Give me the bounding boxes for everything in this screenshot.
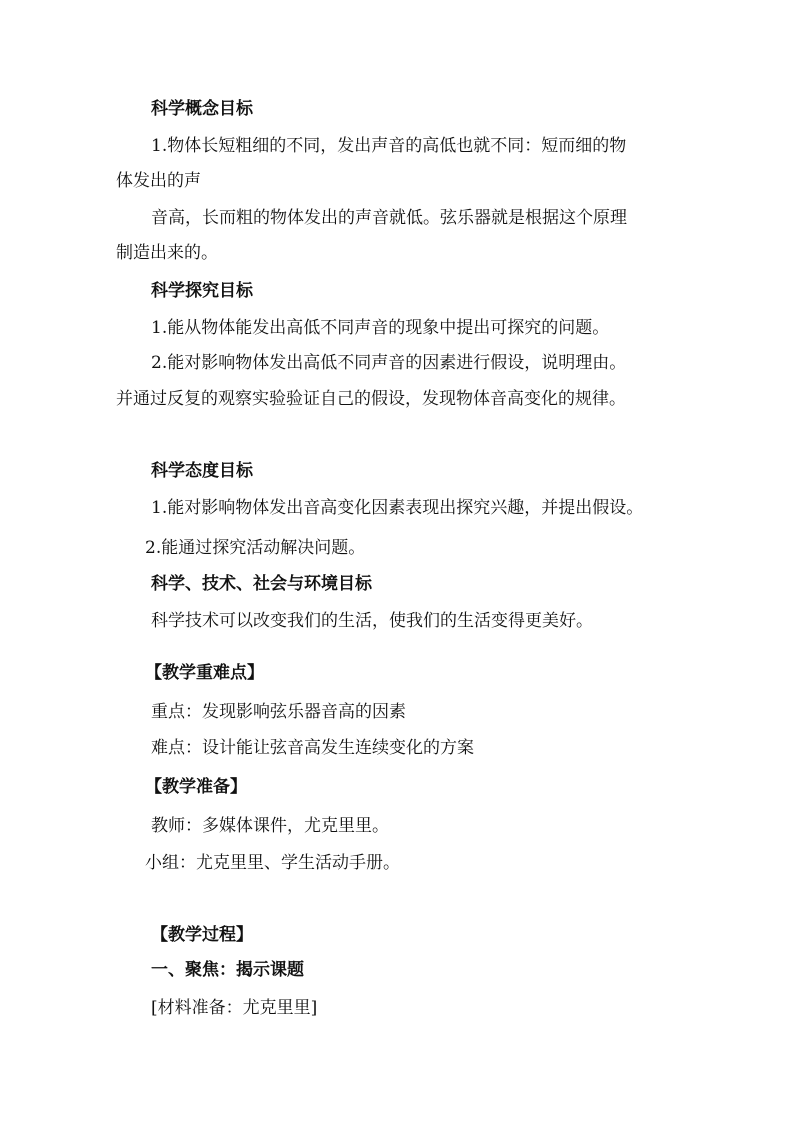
preparation-heading: 【教学准备】 bbox=[145, 777, 247, 797]
attitude-item-2: 2.能通过探究活动解决问题。 bbox=[145, 538, 366, 558]
concept-paragraph-2-line-1: 音高，长而粗的物体发出的声音就低。弦乐器就是根据这个原理 bbox=[151, 208, 627, 228]
key-point-difficulty: 难点：设计能让弦音高发生连续变化的方案 bbox=[151, 738, 474, 758]
key-point-focus: 重点：发现影响弦乐器音高的因素 bbox=[151, 702, 406, 722]
concept-paragraph-1-line-1: 1.物体长短粗细的不同，发出声音的高低也就不同：短而细的物 bbox=[151, 136, 627, 156]
preparation-teacher: 教师：多媒体课件，尤克里里。 bbox=[151, 816, 389, 836]
stse-text: 科学技术可以改变我们的生活，使我们的生活变得更美好。 bbox=[151, 611, 593, 631]
process-heading: 【教学过程】 bbox=[151, 925, 253, 945]
attitude-heading: 科学态度目标 bbox=[151, 461, 253, 481]
stse-heading: 科学、技术、社会与环境目标 bbox=[151, 574, 372, 594]
concept-paragraph-1-line-2: 体发出的声 bbox=[116, 171, 201, 191]
process-materials: [材料准备：尤克里里] bbox=[151, 998, 318, 1018]
process-step-1: 一、聚焦：揭示课题 bbox=[151, 960, 304, 980]
concept-paragraph-2-line-2: 制造出来的。 bbox=[116, 243, 218, 263]
inquiry-item-1: 1.能从物体能发出高低不同声音的现象中提出可探究的问题。 bbox=[151, 318, 610, 338]
attitude-item-1: 1.能对影响物体发出音高变化因素表现出探究兴趣，并提出假设。 bbox=[151, 498, 644, 518]
preparation-group: 小组：尤克里里、学生活动手册。 bbox=[145, 853, 400, 873]
inquiry-item-2-line-2: 并通过反复的观察实验验证自己的假设，发现物体音高变化的规律。 bbox=[116, 389, 626, 409]
inquiry-heading: 科学探究目标 bbox=[151, 281, 253, 301]
key-points-heading: 【教学重难点】 bbox=[145, 663, 264, 683]
inquiry-item-2-line-1: 2.能对影响物体发出高低不同声音的因素进行假设，说明理由。 bbox=[151, 353, 627, 373]
concept-heading: 科学概念目标 bbox=[151, 99, 253, 119]
